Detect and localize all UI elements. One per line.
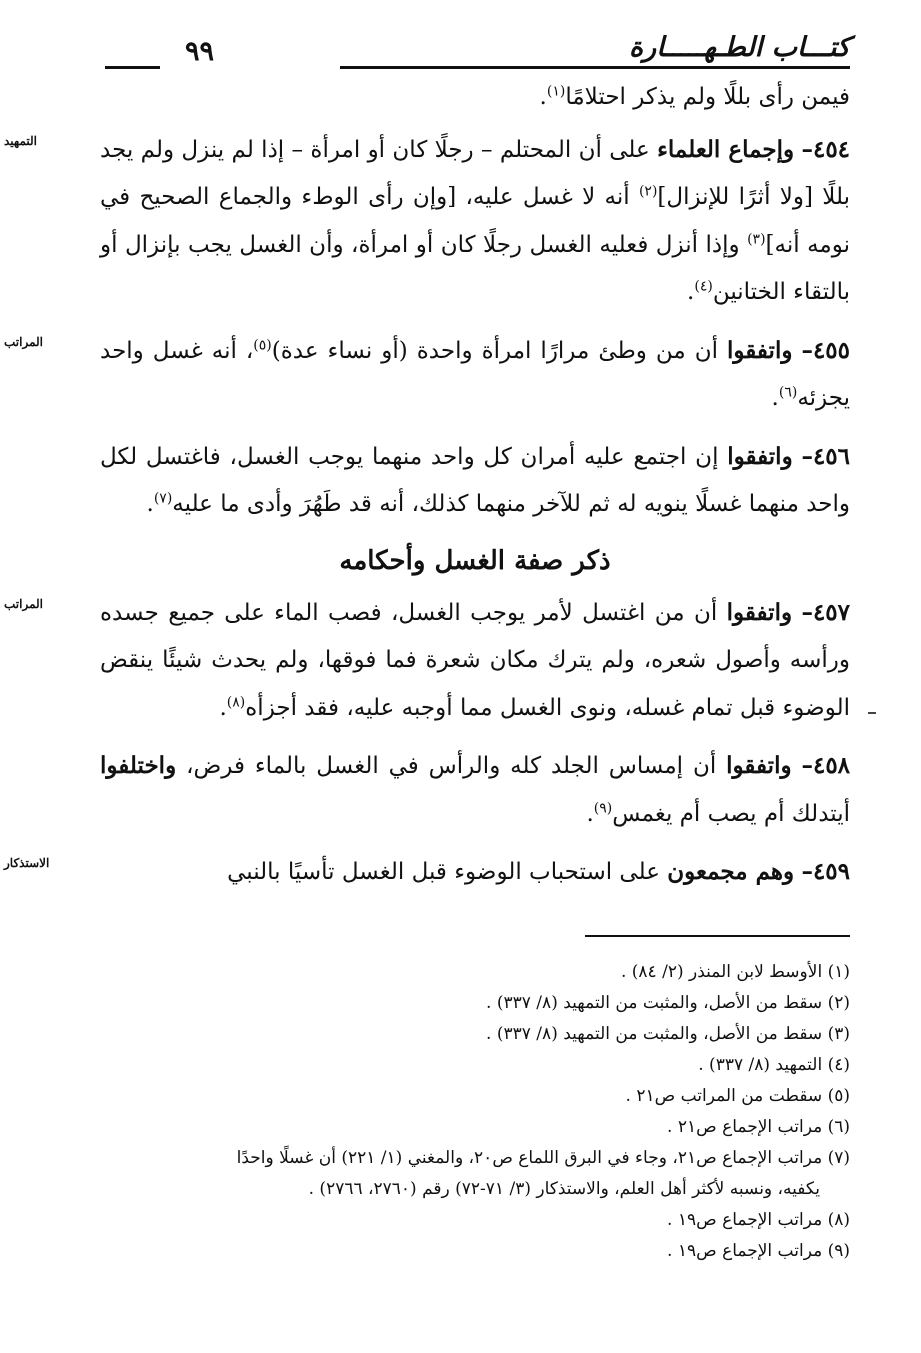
header-rule-short xyxy=(105,66,160,69)
footnote-separator xyxy=(585,935,850,937)
footnote-ref: (٥) xyxy=(253,336,272,353)
book-section-title: كتـــاب الطـهـــــارة xyxy=(629,32,850,63)
paragraph-454: التمهيد ٤٥٤– وإجماع العلماء على أن المحتلم – رجلًا كان أو امرأة – إذا لم ينزل ولم يجد بللًا [ولا أثرًا للإنزال]$^{(٢)}$ أنه لا غسل عليه، [وإن رأى الوطء والجماع الصحيح في نومه أنه]$^{(٣)}$ وإذا أنزل فعليه الغسل رجلًا كان أو امرأة، وأن الغسل يجب بإنزال أو بالتقاء الختانين$^{(٤)}$. xyxy=(4,133,851,305)
footnote-ref: (٢) xyxy=(638,183,658,200)
item-number: ٤٥٦– xyxy=(801,442,851,470)
paragraph-458: ٤٥٨– واتفقوا أن إمساس الجلد كله والرأس في الغسل بالماء فرض، واختلفوا أيتدلك أم يصب أم يغمس$^{(٩)}$. xyxy=(100,752,851,827)
paragraph-456: ٤٥٦– واتفقوا إن اجتمع عليه أمران كل واحد منهما يوجب الغسل، فاغتسل لكل واحد منهما غسلًا ينويه له ثم للآخر منهما كذلك، أنه قد طَهُرَ وأدى ما عليه$^{(٧)}$. xyxy=(100,442,851,517)
footnote: (٣) سقط من الأصل، والمثبت من التمهيد (٨/ ٣٣٧) . xyxy=(486,1024,850,1044)
item-number: ٤٥٥– xyxy=(801,336,851,364)
paragraph-459: الاستذكار ٤٥٩– وهم مجمعون على استحباب الوضوء قبل الغسل تأسيًا بالنبي xyxy=(4,856,850,885)
header-rule xyxy=(340,66,850,69)
page-number: ٩٩ xyxy=(185,36,215,67)
source-label: التمهيد xyxy=(4,133,37,148)
footnote: (١) الأوسط لابن المنذر (٢/ ٨٤) . xyxy=(620,962,850,982)
footnote: (٥) سقطت من المراتب ص٢١ . xyxy=(625,1086,850,1106)
item-number: ٤٥٧– xyxy=(801,598,851,626)
item-number: ٤٥٨– xyxy=(801,752,851,779)
footnote-ref: (٦) xyxy=(778,384,798,401)
footnote-ref: (٤) xyxy=(694,278,713,295)
source-label: المراتب xyxy=(4,596,44,611)
source-label: الاستذكار xyxy=(4,856,50,870)
footnote: (٧) مراتب الإجماع ص٢١، وجاء في البرق اللماع ص٢٠، والمغني (١/ ٢٢١) أن غسلًا واحدًا xyxy=(236,1148,850,1168)
running-header xyxy=(105,28,850,72)
footnote: (٩) مراتب الإجماع ص١٩ . xyxy=(667,1241,850,1261)
footnote-ref: (٧) xyxy=(153,490,173,507)
margin-mark xyxy=(868,712,876,714)
footnote-ref: (٨) xyxy=(226,693,246,710)
footnote: (٢) سقط من الأصل، والمثبت من التمهيد (٨/ ٣٣٧) . xyxy=(486,993,850,1013)
item-number: ٤٥٩– xyxy=(801,858,850,885)
paragraph-continuation: فيمن رأى بللًا ولم يذكر احتلامًا$^{(١)}$. xyxy=(539,83,850,110)
footnote-ref: (٣) xyxy=(747,230,766,247)
footnote-ref: (٩) xyxy=(593,799,613,816)
footnote: (٨) مراتب الإجماع ص١٩ . xyxy=(667,1210,850,1230)
footnotes xyxy=(140,957,850,1267)
main-text xyxy=(4,74,851,907)
item-number: ٤٥٤– xyxy=(801,135,851,163)
footnote: (٤) التمهيد (٨/ ٣٣٧) . xyxy=(698,1055,850,1075)
footnote-ref: (١) xyxy=(546,83,566,100)
paragraph-457: المراتب ٤٥٧– واتفقوا أن من اغتسل لأمر يوجب الغسل، فصب الماء على جميع جسده ورأسه وأصول شعره، ولم يترك مكان شعرة فما فوقها، ولم يحدث شيئًا ينقض الوضوء قبل تمام غسله، ونوى الغسل مما أوجبه عليه، فقد أجزأه$^{(٨)}$. xyxy=(4,596,851,721)
paragraph-455: المراتب ٤٥٥– واتفقوا أن من وطئ مرارًا امرأة واحدة (أو نساء عدة)$^{(٥)}$، أنه غسل واحد يجزئه$^{(٦)}$. xyxy=(4,334,851,411)
footnote-continuation: يكفيه، ونسبه لأكثر أهل العلم، والاستذكار (٣/ ٧١-٧٢) رقم (٢٧٦٠، ٢٧٦٦) . xyxy=(308,1179,820,1199)
source-label: المراتب xyxy=(4,334,44,349)
section-heading: ذكر صفة الغسل وأحكامه xyxy=(339,545,611,576)
footnote: (٦) مراتب الإجماع ص٢١ . xyxy=(667,1117,850,1137)
